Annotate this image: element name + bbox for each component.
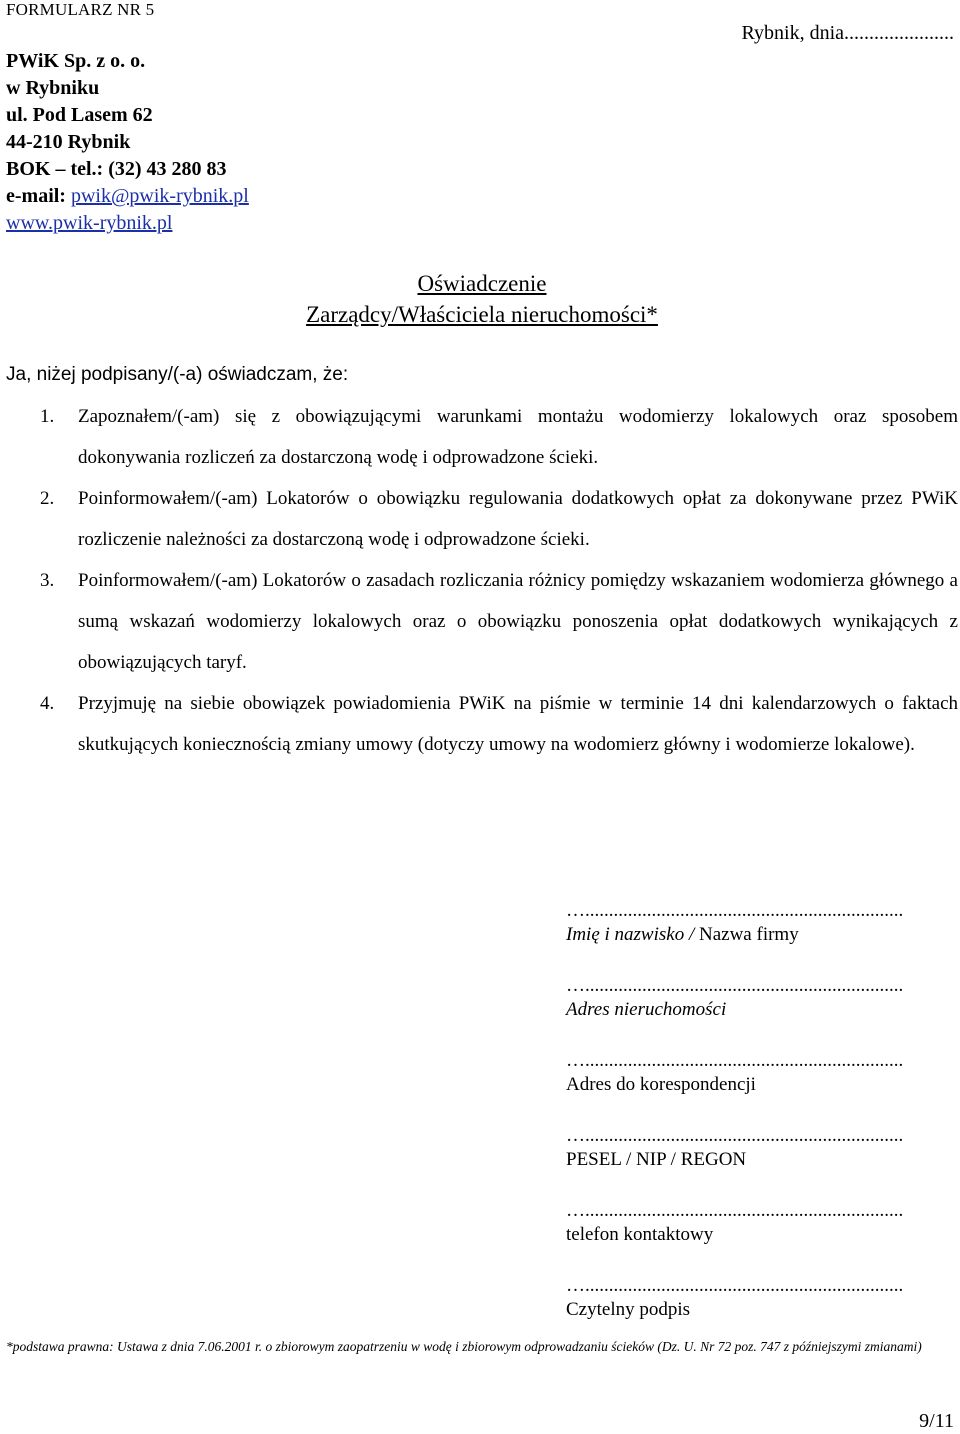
item-text: Zapoznałem/(-am) się z obowiązującymi warunkami montażu wodomierzy lokalowych oraz sposobem dokonywania rozliczeń za dostarczoną wodę i odprowadzone ścieki. bbox=[78, 406, 958, 468]
correspondence-dotted-line[interactable]: …................................................................... bbox=[566, 1050, 904, 1071]
legal-footnote: *podstawa prawna: Ustawa z dnia 7.06.2001 r. o zbiorowym zaopatrzeniu w wodę i zbiorowym odprowadzaniu ścieków (Dz. U. Nr 72 poz. 747 z późniejszymi zmianami) bbox=[6, 1339, 922, 1354]
phone-dotted-line[interactable]: …................................................................... bbox=[566, 1200, 904, 1221]
correspondence-field-label: Adres do korespondencji bbox=[566, 1074, 756, 1095]
signature-field-signature bbox=[566, 1275, 936, 1323]
item-text: Poinformowałem/(-am) Lokatorów o zasadach rozliczania różnicy pomiędzy wskazaniem wodomierza głównego a sumą wskazań wodomierzy lokalowych oraz o obowiązku ponoszenia opłat dodatkowych wynikających z obowiązujących taryf. bbox=[78, 570, 958, 673]
property-dotted-line[interactable]: …................................................................... bbox=[566, 975, 904, 996]
name-dotted-line[interactable]: …................................................................... bbox=[566, 900, 904, 921]
email-label: e-mail: bbox=[6, 185, 71, 207]
list-item bbox=[6, 560, 958, 683]
company-header bbox=[6, 48, 249, 237]
name-field-label bbox=[566, 922, 936, 948]
declaration-list bbox=[6, 396, 958, 765]
phone-field-label: telefon kontaktowy bbox=[566, 1224, 714, 1245]
property-field-label: Adres nieruchomości bbox=[566, 999, 727, 1020]
signature-field-name bbox=[566, 900, 936, 948]
company-street: ul. Pod Lasem 62 bbox=[6, 104, 153, 126]
place-date: Rybnik, dnia...................... bbox=[741, 22, 954, 44]
company-name: PWiK Sp. z o. o. bbox=[6, 50, 146, 72]
signature-field-label: Czytelny podpis bbox=[566, 1299, 691, 1320]
signature-field-correspondence bbox=[566, 1050, 936, 1098]
item-number: 4. bbox=[40, 693, 55, 714]
item-number: 2. bbox=[40, 488, 55, 509]
form-number-label: FORMULARZ NR 5 bbox=[6, 0, 155, 19]
document-title bbox=[0, 268, 960, 330]
list-item bbox=[6, 683, 958, 765]
name-label-italic: Imię i nazwisko / bbox=[566, 924, 699, 945]
item-number: 3. bbox=[40, 570, 55, 591]
intro-statement: Ja, niżej podpisany/(-a) oświadczam, że: bbox=[6, 364, 349, 385]
signature-field-ids bbox=[566, 1125, 936, 1173]
company-city-line: w Rybniku bbox=[6, 77, 100, 99]
name-label-regular: Nazwa firmy bbox=[699, 924, 799, 945]
page-number: 9/11 bbox=[919, 1410, 954, 1432]
signature-field-phone bbox=[566, 1200, 936, 1248]
signature-field-property bbox=[566, 975, 936, 1023]
company-email-line bbox=[6, 183, 249, 210]
company-phone: BOK – tel.: (32) 43 280 83 bbox=[6, 158, 227, 180]
company-website-line bbox=[6, 210, 249, 237]
item-text: Przyjmuję na siebie obowiązek powiadomienia PWiK na piśmie w terminie 14 dni kalendarzowych o faktach skutkujących koniecznością zmiany umowy (dotyczy umowy na wodomierz główny i wodomierze lokalowe). bbox=[78, 693, 958, 755]
list-item bbox=[6, 396, 958, 478]
list-item bbox=[6, 478, 958, 560]
signature-dotted-line[interactable]: …................................................................... bbox=[566, 1275, 904, 1296]
email-link[interactable]: pwik@pwik-rybnik.pl bbox=[70, 185, 249, 207]
website-link[interactable]: www.pwik-rybnik.pl bbox=[6, 212, 173, 234]
title-line-1: Oświadczenie bbox=[417, 271, 547, 296]
title-line-2: Zarządcy/Właściciela nieruchomości* bbox=[306, 302, 658, 327]
ids-field-label: PESEL / NIP / REGON bbox=[566, 1149, 747, 1170]
company-postal: 44-210 Rybnik bbox=[6, 131, 131, 153]
item-text: Poinformowałem/(-am) Lokatorów o obowiązku regulowania dodatkowych opłat za dokonywane przez PWiK rozliczenie należności za dostarczoną wodę i odprowadzone ścieki. bbox=[78, 488, 958, 550]
item-number: 1. bbox=[40, 406, 55, 427]
ids-dotted-line[interactable]: …................................................................... bbox=[566, 1125, 904, 1146]
